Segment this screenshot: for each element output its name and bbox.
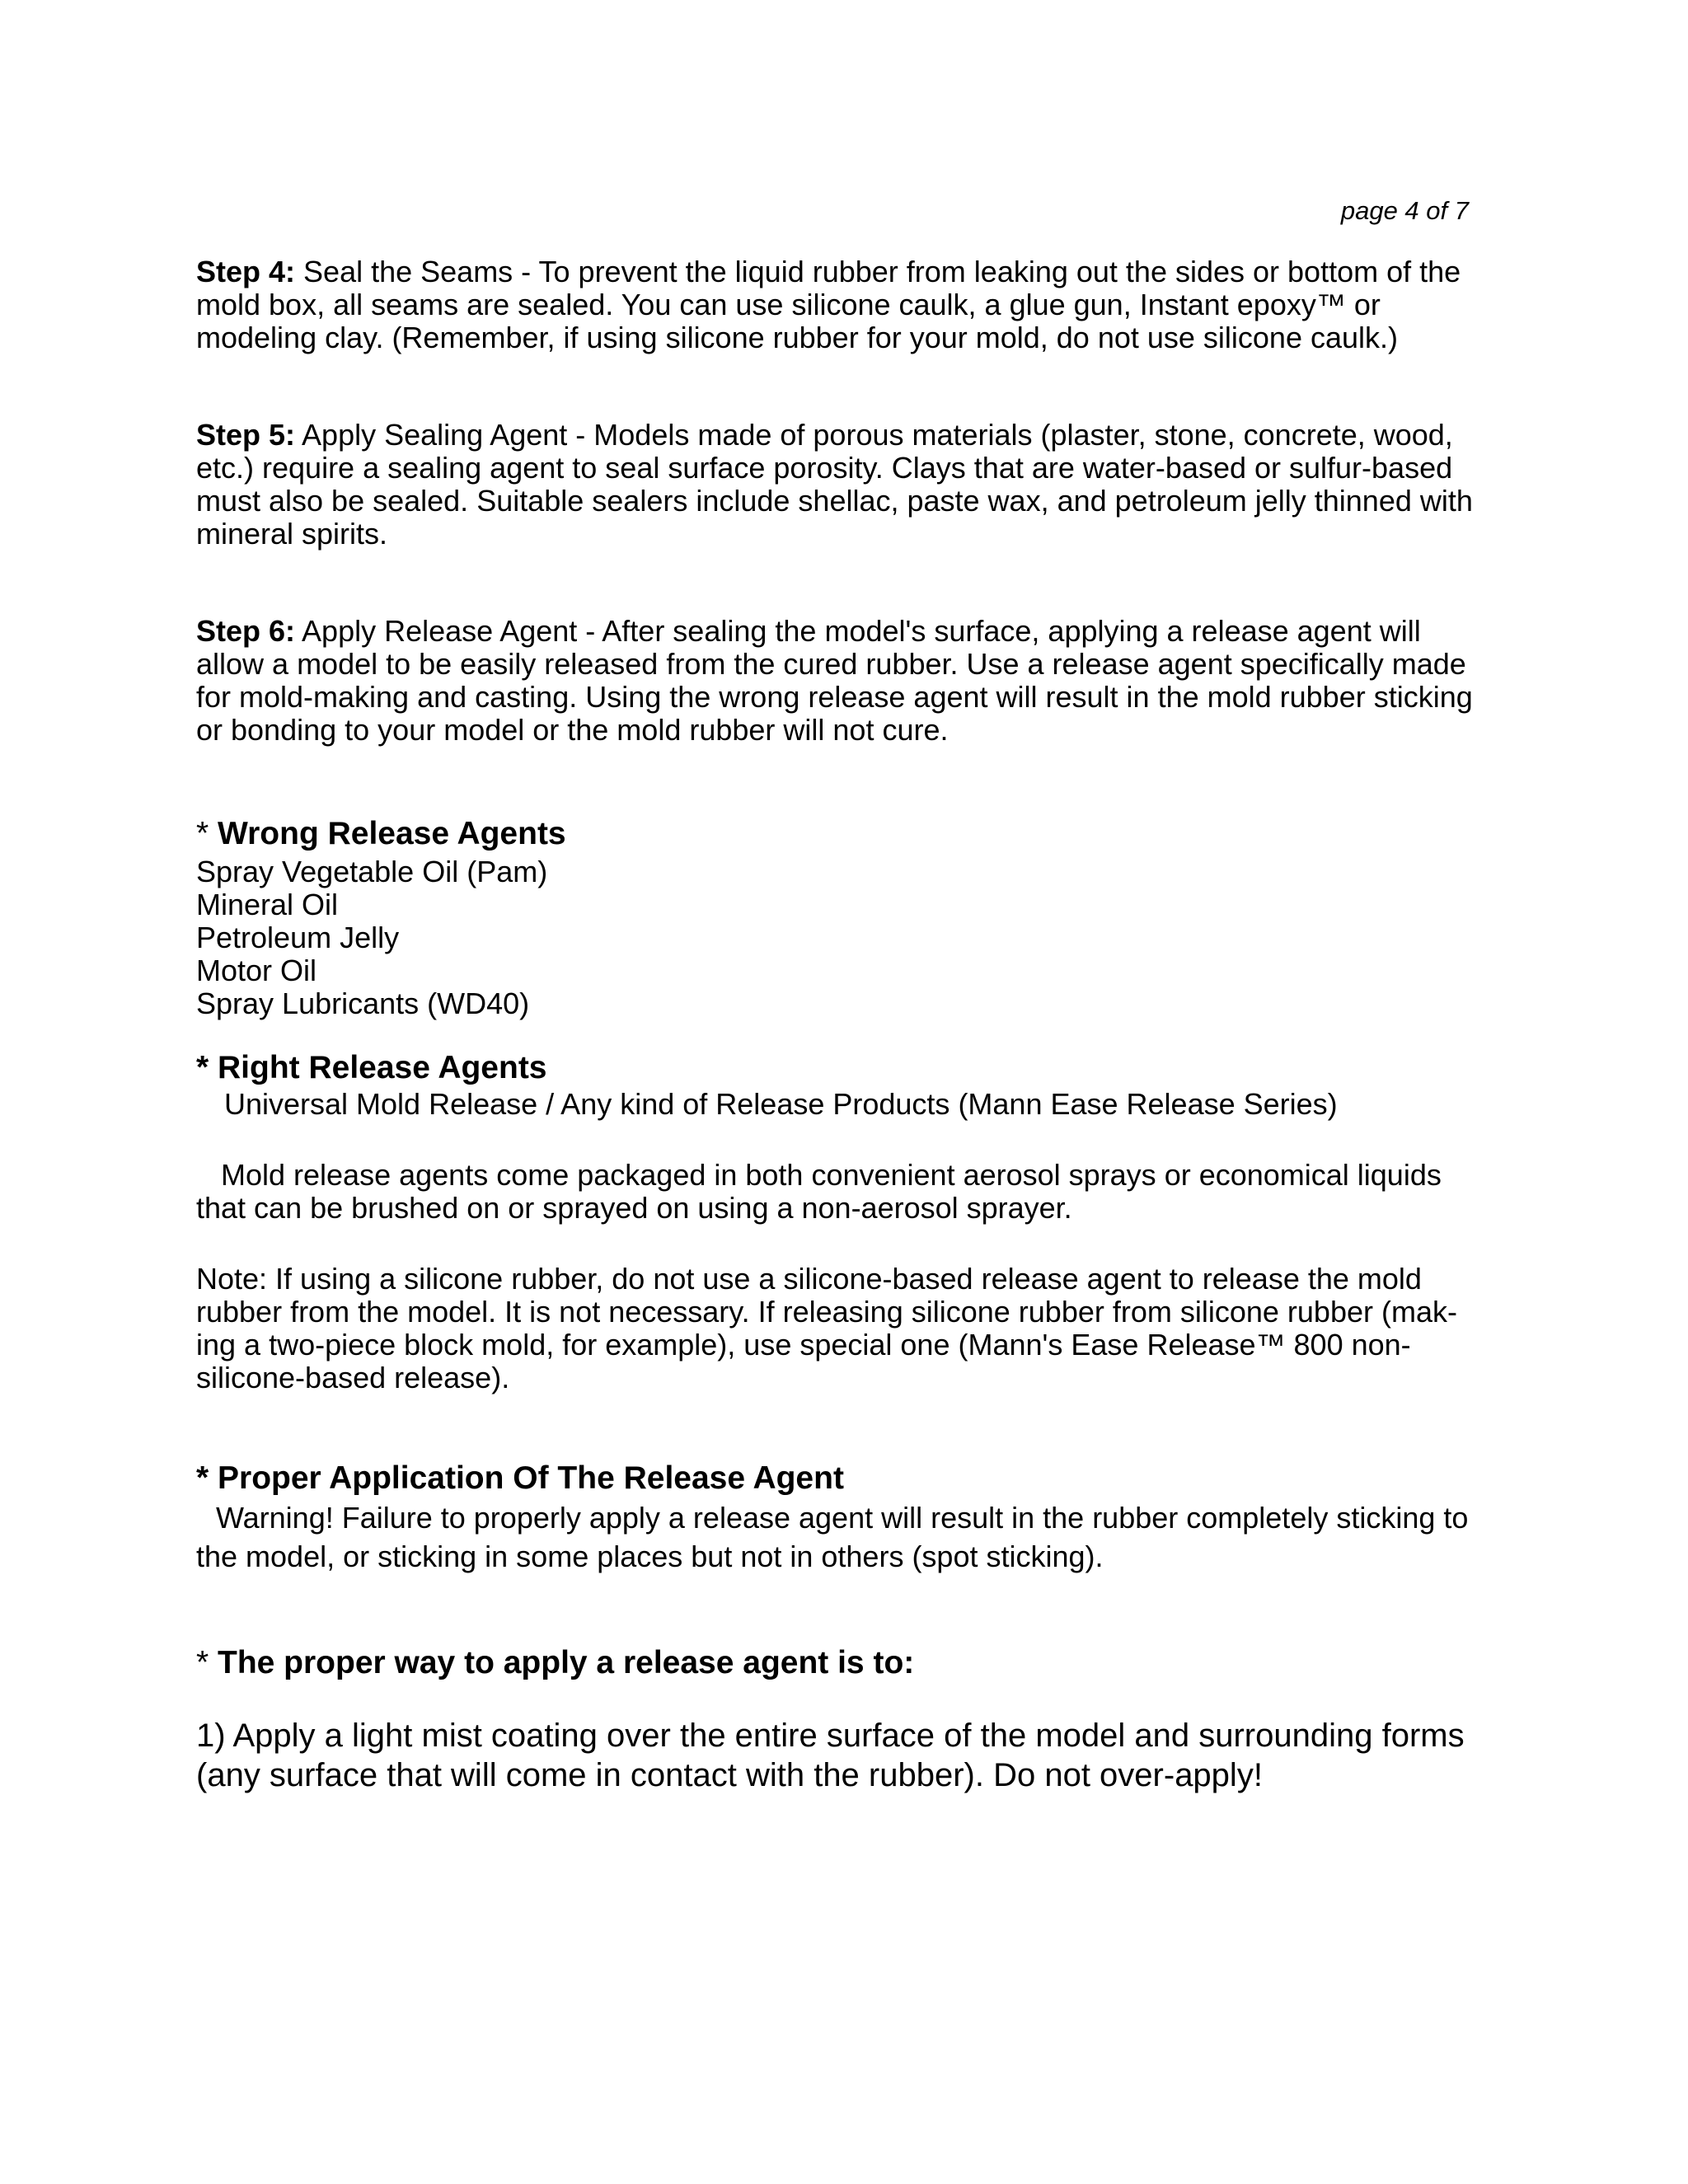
- list-item: Motor Oil: [196, 954, 317, 987]
- list-item: Mineral Oil: [196, 888, 339, 921]
- right-agents-heading: [196, 1050, 547, 1086]
- packaging-paragraph: Mold release agents come packaged in both convenient aerosol sprays or economical liquids that can be brushed on or sprayed on using a non-aerosol sprayer.: [196, 1158, 1442, 1225]
- wrong-agents-star: *: [196, 816, 218, 851]
- wrong-agents-heading-text: Wrong Release Agents: [218, 816, 566, 851]
- list-item: Spray Lubricants (WD40): [196, 987, 530, 1020]
- step-6-text: Apply Release Agent - After sealing the model's surface, applying a release agent will allow a model to be easily released from the cured rubber. Use a release agent specifically made for mold-making and casting. Using the wrong release agent will result in the mold rubber sticking or bonding to your model or the mold rubber will not cure.: [196, 614, 1473, 747]
- step-5-text: Apply Sealing Agent - Models made of porous materials (plaster, stone, concrete, wood, etc.) require a sealing agent to seal surface porosity. Clays that are water-based or sulfur-based must also be sealed. Suitable sealers include shellac, paste wax, and petroleum jelly thinned with mineral spirits.: [196, 418, 1473, 551]
- step-6-paragraph: [196, 615, 1482, 747]
- right-agents-star: *: [196, 1050, 218, 1085]
- step-5-paragraph: [196, 419, 1482, 551]
- list-item: Petroleum Jelly: [196, 921, 400, 954]
- proper-way-heading-text: The proper way to apply a release agent is to:: [218, 1645, 915, 1680]
- proper-way-star: *: [196, 1645, 218, 1680]
- proper-way-heading: [196, 1645, 914, 1681]
- wrong-agents-list: [196, 855, 547, 1020]
- list-item: Spray Vegetable Oil (Pam): [196, 855, 548, 888]
- step-4-paragraph: [196, 255, 1482, 354]
- step-4-label: Step 4:: [196, 255, 296, 288]
- step-5-label: Step 5:: [196, 418, 296, 452]
- page-number: page 4 of 7: [1340, 196, 1469, 225]
- wrong-agents-heading: [196, 816, 566, 852]
- step-6-label: Step 6:: [196, 614, 296, 648]
- proper-application-heading-text: Proper Application Of The Release Agent: [218, 1460, 844, 1496]
- proper-application-star: *: [196, 1460, 218, 1496]
- proper-way-step-1: 1) Apply a light mist coating over the entire surface of the model and surrounding forms (any surface that will come in contact with the rubber). Do not over-apply!: [196, 1718, 1465, 1793]
- right-agents-text: Universal Mold Release / Any kind of Release Products (Mann Ease Release Series): [224, 1087, 1338, 1121]
- right-agents-heading-text: Right Release Agents: [218, 1050, 547, 1085]
- proper-application-heading: [196, 1460, 844, 1497]
- step-4-text: Seal the Seams - To prevent the liquid rubber from leaking out the sides or bottom of the mold box, all seams are sealed. You can use silicone caulk, a glue gun, Instant epoxy™ or modeling clay. (Remember, if using silicone rubber for your mold, do not use silicone caulk.): [196, 255, 1461, 354]
- note-paragraph: Note: If using a silicone rubber, do not use a silicone-based release agent to release the mold rubber from the model. It is not necessary. If releasing silicone rubber from silicone rubber (mak-ing a two-piece block mold, for example), use special one (Mann's Ease Release™ 800 non-silicone-based release).: [196, 1262, 1457, 1394]
- warning-paragraph: Warning! Failure to properly apply a release agent will result in the rubber completely sticking to the model, or sticking in some places but not in others (spot sticking).: [196, 1501, 1469, 1573]
